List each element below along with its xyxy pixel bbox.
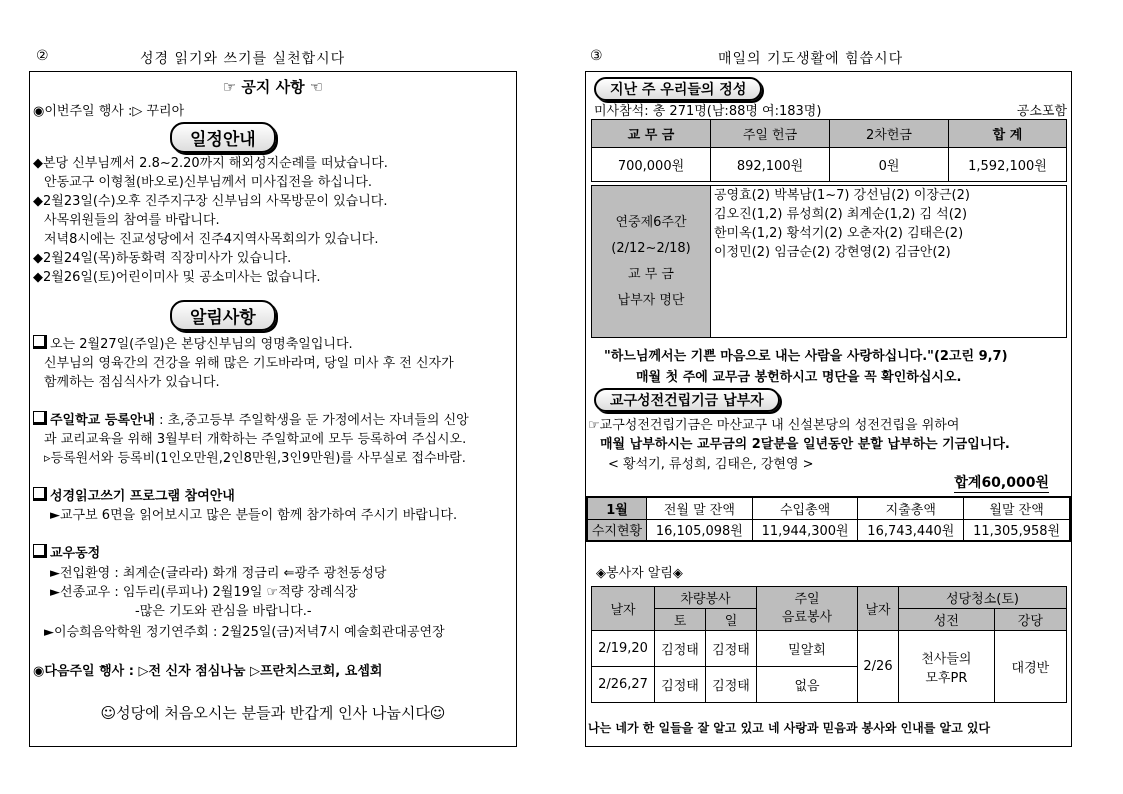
alert-line: 오는 2월27일(주일)은 본당신부님의 영명축일입니다. xyxy=(33,333,353,352)
vol-head: 강당 xyxy=(994,609,1066,631)
offering-table xyxy=(591,119,1067,182)
left-panel xyxy=(29,71,517,747)
fund-donors: < 황석기, 류성희, 김태은, 강현영 > xyxy=(608,457,814,472)
finance-head: 전월 말 잔액 xyxy=(647,497,753,519)
clean-date: 2/26 xyxy=(858,631,899,703)
alert-title: 알림사항 xyxy=(170,300,276,331)
alert-line: 과 교리교육을 위해 3월부터 개학하는 주일학교에 모두 등록하여 주십시오. xyxy=(44,432,467,447)
finance-table xyxy=(586,496,1071,542)
donor-table xyxy=(591,185,1067,338)
alert-line: 신부님의 영육간의 건강을 위해 많은 기도바라며, 당일 미사 후 전 신자가 xyxy=(44,356,454,371)
vol-head: 성전 xyxy=(899,609,995,631)
schedule-title: 일정안내 xyxy=(170,122,276,153)
vol-drink: 없음 xyxy=(757,667,858,703)
alert-line: 주일학교 등록안내 : 초,중고등부 주일학생을 둔 가정에서는 자녀들의 신앙 xyxy=(33,409,469,428)
finance-value: 16,743,440원 xyxy=(858,519,964,541)
fund-text: ☞교구성전건립기금은 마산교구 내 신설본당의 성전건립을 위하여 xyxy=(588,418,960,433)
vol-date: 2/26,27 xyxy=(592,667,655,703)
right-page-header: 매일의 기도생활에 힘씁시다 xyxy=(718,51,904,67)
vol-sun: 김정태 xyxy=(706,667,757,703)
quote: "하느님께서는 기쁜 마음으로 내는 사람을 사랑하십니다."(2고린 9,7) xyxy=(604,349,1008,364)
fund-text: 매월 납부하시는 교무금의 2달분을 일년동안 분할 납부하는 기금입니다. xyxy=(600,437,1010,452)
vol-drink: 밀알회 xyxy=(757,631,858,667)
footer-verse: 나는 네가 한 일들을 잘 알고 있고 네 사랑과 믿음과 봉사와 인내를 알고 있다 xyxy=(588,721,991,735)
schedule-line: 저녁8시에는 진교성당에서 진주4지역사목회의가 있습니다. xyxy=(44,232,379,247)
finance-head: 지출총액 xyxy=(858,497,964,519)
left-page-number: ② xyxy=(36,48,50,64)
schedule-line: ◆2월24일(목)하동화력 직장미사가 있습니다. xyxy=(33,251,292,266)
left-page-header: 성경 읽기와 쓰기를 실천합시다 xyxy=(140,51,346,67)
square-bullet-icon xyxy=(33,487,47,501)
offer-section xyxy=(594,77,762,101)
finance-month: 1월 xyxy=(587,497,647,519)
volunteer-title: ◈봉사자 알림◈ xyxy=(596,566,683,581)
vol-sat: 김정태 xyxy=(655,667,706,703)
alert-line: -많은 기도와 관심을 바랍니다.- xyxy=(135,604,312,619)
this-week-event: ◉이번주일 행사 :▷ 꾸리아 xyxy=(33,104,185,119)
donor-label: 연중제6주간 (2/12~2/18) 교 무 금 납부자 명단 xyxy=(592,186,711,338)
vol-sat: 김정태 xyxy=(655,631,706,667)
vol-head: 날자 xyxy=(858,587,899,631)
schedule-line: 사목위원들의 참여를 바랍니다. xyxy=(44,213,220,228)
vol-head: 성당청소(토) xyxy=(899,587,1067,609)
right-page-number: ③ xyxy=(590,48,604,64)
square-bullet-icon xyxy=(33,544,47,558)
offer-title: 지난 주 우리들의 정성 xyxy=(594,77,762,101)
vol-date: 2/19,20 xyxy=(592,631,655,667)
offer-head: 교 무 금 xyxy=(592,120,711,148)
attendance: 미사참석: 총 271명(남:88명 여:183명) xyxy=(594,104,822,119)
schedule-line: ◆2월26일(토)어린이미사 및 공소미사는 없습니다. xyxy=(33,270,321,285)
finance-label: 수지현황 xyxy=(587,519,647,541)
offer-head: 2차헌금 xyxy=(830,120,949,148)
offer-value: 0원 xyxy=(830,148,949,182)
donor-list: 공영효(2) 박복남(1~7) 강선님(2) 이장근(2) 김오진(1,2) 류성희(2) 최계순(1,2) 김 석(2) 한미옥(1,2) 황석기(2) 오춘자(2) 김태은(2) 이정민(2) 임금순(2) 강현영(2) 김금안(2) xyxy=(711,186,1067,338)
alert-line: ►전입환영 : 최계순(글라라) 화개 정금리 ⇐광주 광천동성당 xyxy=(50,566,387,581)
quote-note: 매월 첫 주에 교무금 봉헌하시고 명단을 꼭 확인하십시오. xyxy=(636,370,962,385)
schedule-line: 안동교구 이형철(바오로)신부님께서 미사집전을 하십니다. xyxy=(44,175,373,190)
vol-head: 날자 xyxy=(592,587,655,631)
finance-head: 월말 잔액 xyxy=(964,497,1070,519)
clean-sanctuary: 천사들의 모후PR xyxy=(899,631,995,703)
alert-section xyxy=(170,300,276,331)
finance-head: 수입총액 xyxy=(752,497,858,519)
finance-value: 11,305,958원 xyxy=(964,519,1070,541)
alert-line: ▹등록원서와 등록비(1인오만원,2인8만원,3인9만원)를 사무실로 접수바람. xyxy=(44,451,466,466)
next-week-event: ◉다음주일 행사 : ▷전 신자 점심나눔 ▷프란치스코회, 요셉회 xyxy=(33,664,383,679)
finance-value: 11,944,300원 xyxy=(752,519,858,541)
alert-line: ►선종교우 : 임두리(루피나) 2월19일 ☞적량 장례식장 xyxy=(50,585,358,600)
vol-sun: 김정태 xyxy=(706,631,757,667)
finance-value: 16,105,098원 xyxy=(647,519,753,541)
fund-total: 합계60,000원 xyxy=(954,472,1049,493)
offer-value: 700,000원 xyxy=(592,148,711,182)
schedule-section xyxy=(170,122,276,153)
square-bullet-icon xyxy=(33,411,47,425)
fund-title: 교구성전건립기금 납부자 xyxy=(594,388,780,412)
vol-head: 일 xyxy=(706,609,757,631)
clean-hall: 대경반 xyxy=(994,631,1066,703)
fund-section xyxy=(594,388,780,412)
schedule-line: ◆본당 신부님께서 2.8~2.20까지 해외성지순례를 떠났습니다. xyxy=(33,156,388,171)
alert-line: ►교구보 6면을 읽어보시고 많은 분들이 함께 참가하여 주시기 바랍니다. xyxy=(50,508,458,523)
alert-line: ►이승희음악학원 정기연주회 : 2월25일(금)저녁7시 예술회관대공연장 xyxy=(44,625,445,640)
greeting: ☺성당에 처음오시는 분들과 반갑게 인사 나눕시다☺ xyxy=(100,704,446,722)
alert-heading: 교우동정 xyxy=(33,542,100,561)
square-bullet-icon xyxy=(33,335,47,349)
vol-head: 차량봉사 xyxy=(655,587,757,609)
attendance-note: 공소포함 xyxy=(1016,104,1067,119)
offer-head: 주일 헌금 xyxy=(711,120,830,148)
offer-value: 1,592,100원 xyxy=(949,148,1067,182)
schedule-line: ◆2월23일(수)오후 진주지구장 신부님의 사목방문이 있습니다. xyxy=(33,194,388,209)
notice-title: ☞ 공지 사항 ☜ xyxy=(222,78,324,96)
alert-heading: 성경읽고쓰기 프로그램 참여안내 xyxy=(33,485,235,504)
offer-value: 892,100원 xyxy=(711,148,830,182)
right-panel xyxy=(585,71,1072,747)
vol-head: 주일 음료봉사 xyxy=(757,587,858,631)
alert-line: 함께하는 점심식사가 있습니다. xyxy=(44,375,220,390)
vol-head: 토 xyxy=(655,609,706,631)
volunteer-table xyxy=(591,586,1067,703)
offer-head: 합 계 xyxy=(949,120,1067,148)
